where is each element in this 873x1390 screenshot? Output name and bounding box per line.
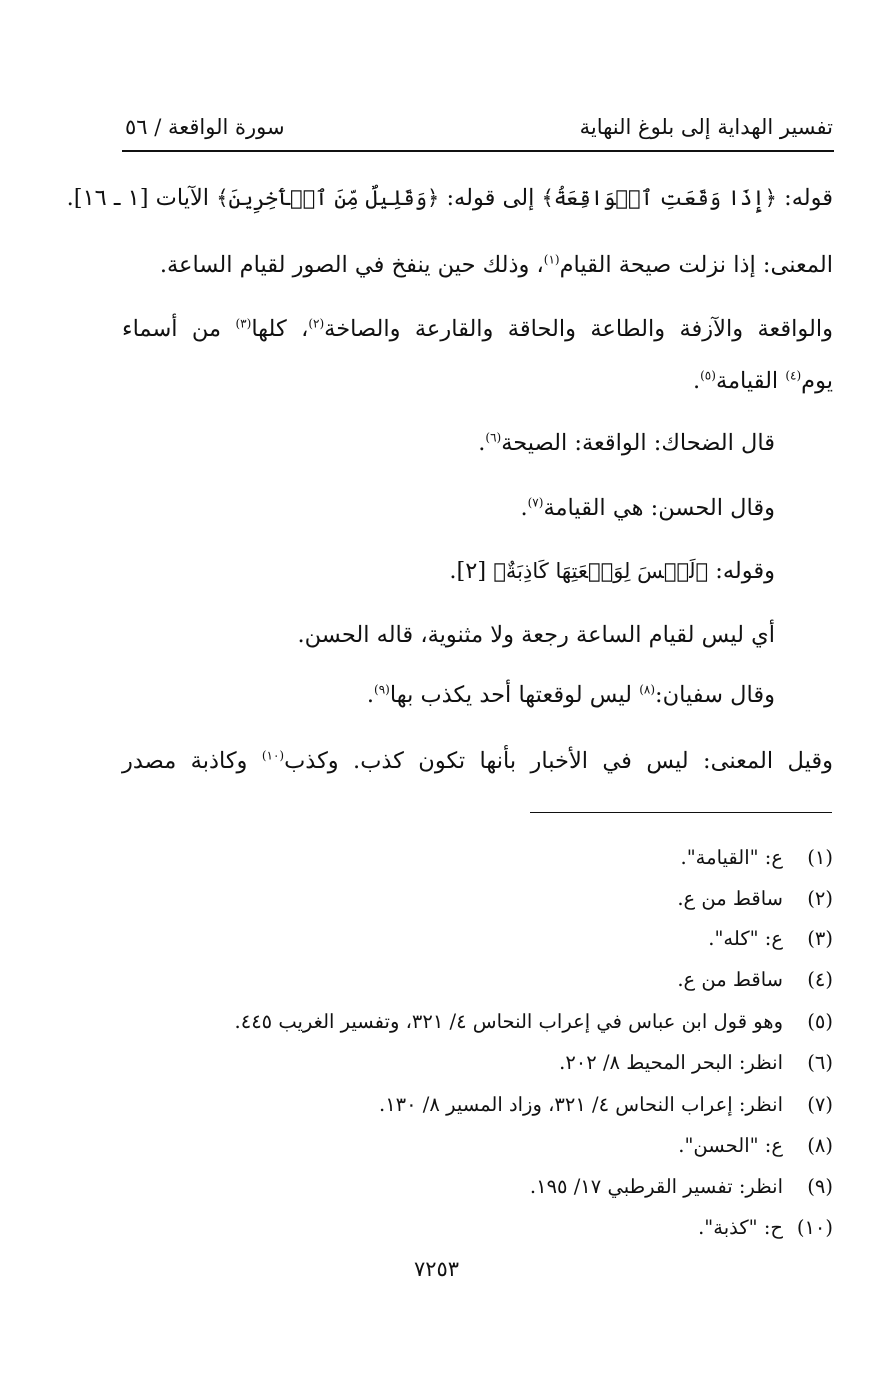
text-run: . [478,430,486,456]
body-line-2 [160,247,833,283]
footnote-marker: (١) [543,252,560,267]
text-run: . [366,682,375,708]
footnote-10 [698,1213,833,1243]
text-run: [٢]. [449,558,494,584]
text-run: وقوله: [708,558,775,584]
footnote-text: انظر: إعراب النحاس ٤/ ٣٢١، وزاد المسير ٨/ ١٣٠. [378,1093,783,1116]
text-run: يوم [801,368,833,394]
text-run: القيامة [715,368,786,394]
text-run: وكاذبة مصدر [122,748,262,774]
text-run: قال الضحاك: الواقعة: الصيحة [501,430,775,456]
text-run: ليس لوقعتها أحد يكذب بها [389,682,640,708]
footnote-number: (٧) [807,1093,833,1116]
footnote-number: (٥) [807,1010,833,1033]
header-rule [122,150,834,152]
text-run: وقال الحسن: هي القيامة [543,495,775,521]
footnote-2 [677,884,833,914]
footnote-3 [708,924,833,954]
text-run: وقال سفيان: [655,682,775,708]
text-run: وقيل المعنى: ليس في الأخبار بأنها تكون كذب. وكذب [284,748,833,774]
footnote-marker: (٢) [308,316,325,331]
footnote-number: (١٠) [796,1216,833,1239]
text-run: ، كلها [251,316,309,342]
text-run: . [692,368,701,394]
running-header-surah: سورة الواقعة / ٥٦ [125,115,285,139]
footnote-marker: (٤) [785,368,802,383]
footnote-number: (٤) [807,968,833,991]
footnote-marker: (٦) [485,430,502,445]
footnote-marker: (٩) [374,682,390,697]
running-header-book-title: تفسير الهداية إلى بلوغ النهاية [579,115,833,139]
body-line-9 [367,677,775,713]
footnote-number: (١) [807,846,833,869]
text-run: قوله: [776,185,833,211]
footnote-9 [530,1172,833,1202]
body-line-6 [520,490,775,526]
footnote-text: وهو قول ابن عباس في إعراب النحاس ٤/ ٣٢١، وتفسير الغريب ٤٤٥. [234,1010,783,1033]
body-line-5 [478,425,775,461]
body-line-7 [449,553,775,589]
text-run: ، وذلك حين ينفخ في الصور لقيام الساعة. [159,252,544,278]
footnote-7 [379,1090,833,1120]
footnote-text: ساقط من ع. [677,968,783,991]
footnote-number: (٢) [807,887,833,910]
footnote-1 [681,843,834,873]
body-line-3 [122,311,833,347]
footnote-text: ع: "كله". [708,927,783,950]
footnote-marker: (٨) [639,682,656,697]
footnote-6 [559,1048,833,1078]
footnote-marker: (١٠) [261,748,285,763]
text-run: المعنى: إذا نزلت صيحة القيام [559,252,833,278]
body-line-1 [67,180,833,216]
footnote-number: (٦) [807,1051,833,1074]
footnote-text: ع: "الحسن". [678,1134,783,1157]
footnote-text: ح: "كذبة". [698,1216,783,1239]
text-run: إلى قوله: [439,185,542,211]
quran-quote: ﴿إِذَا وَقَعَتِ ٱلۡوَاقِعَةُ﴾ [541,186,777,210]
footnote-marker: (٧) [527,495,544,510]
quran-quote: ﴿لَيۡسَ لِوَقۡعَتِهَا كَاذِبَةٌ﴾ [493,559,709,583]
footnote-text: انظر: تفسير القرطبي ١٧/ ١٩٥. [529,1175,783,1198]
body-line-8: أي ليس لقيام الساعة رجعة ولا مثنوية، قاله الحسن. [297,622,775,648]
footnote-marker: (٥) [700,368,716,383]
footnote-text: انظر: البحر المحيط ٨/ ٢٠٢. [559,1051,783,1074]
footnote-marker: (٣) [235,316,252,331]
footnote-text: ع: "القيامة". [680,846,783,869]
footnote-number: (٨) [807,1134,833,1157]
footnote-number: (٩) [807,1175,833,1198]
footnote-4 [677,965,833,995]
footnote-text: ساقط من ع. [677,887,783,910]
text-run: والواقعة والآزفة والطاعة والحاقة والقارعة والصاخة [324,316,834,342]
quran-quote: ﴿وَقَلِيلٌ مِّنَ ٱلۡأٓخِرِينَ﴾ [216,186,440,210]
footnote-separator [530,812,832,813]
body-line-4 [693,363,833,399]
footnote-8 [678,1131,833,1161]
footnote-number: (٣) [807,927,833,950]
text-run: من أسماء [122,316,236,342]
text-run: الآيات [١ ـ ١٦]. [66,185,217,211]
text-run: . [520,495,528,521]
body-line-10 [122,743,833,779]
footnote-5 [235,1007,833,1037]
page-number: ٧٢٥٣ [413,1257,460,1281]
